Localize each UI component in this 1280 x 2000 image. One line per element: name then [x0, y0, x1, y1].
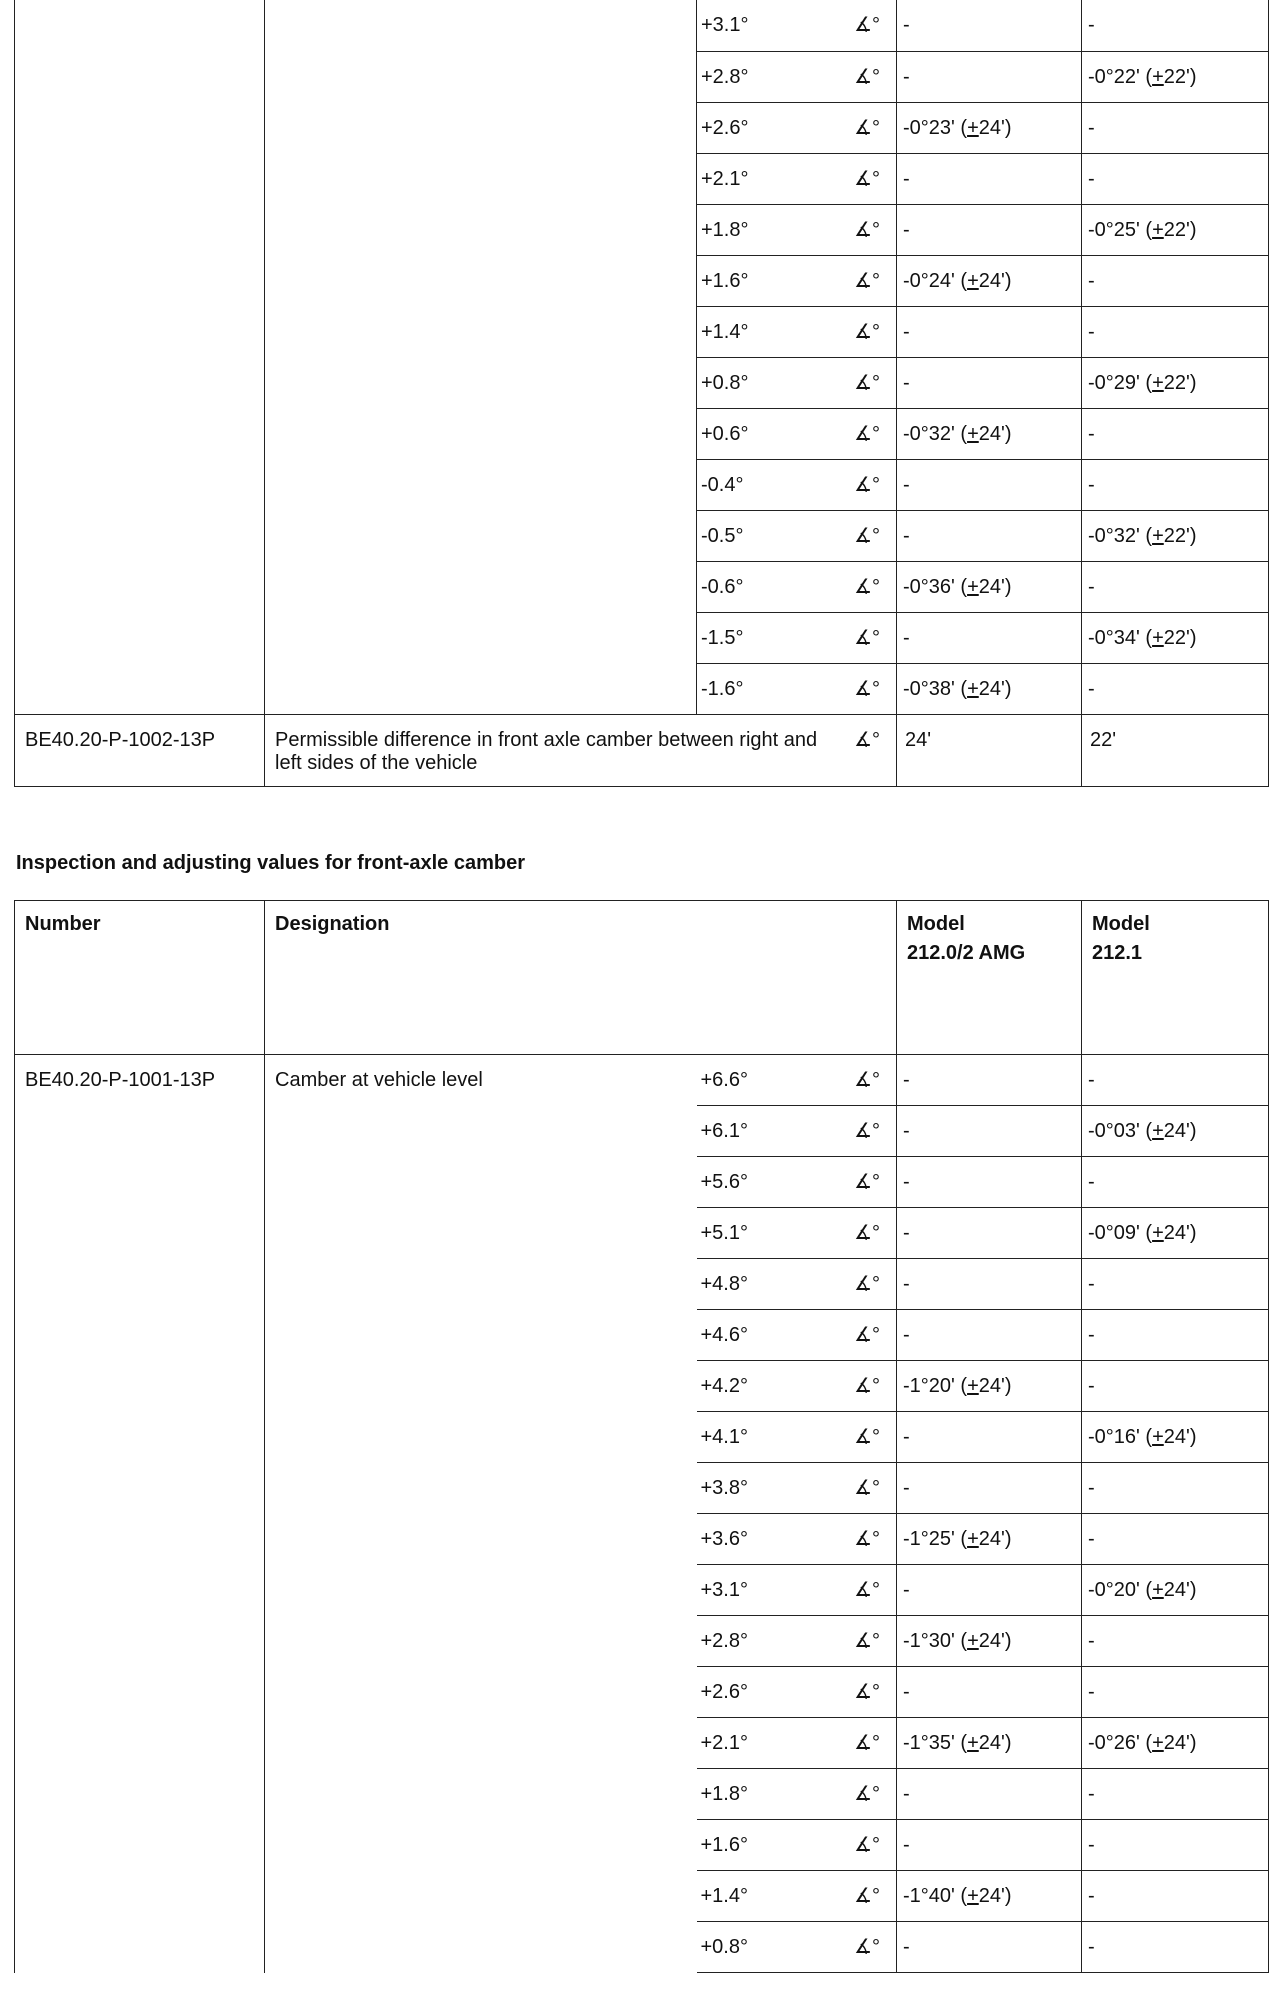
model-2-value: - — [1082, 663, 1269, 714]
angle-icon: ∡° — [842, 255, 897, 306]
model-2-value: -0°34' (+22') — [1082, 612, 1269, 663]
camber-value: +2.8° — [697, 51, 842, 102]
camber-value: +1.8° — [697, 1769, 842, 1820]
model-2-value: - — [1082, 153, 1269, 204]
camber-value: +4.6° — [697, 1310, 842, 1361]
table-row — [15, 0, 1269, 51]
model-2-value: -0°32' (+22') — [1082, 510, 1269, 561]
header-number: Number — [15, 901, 265, 1055]
model-2-value: - — [1082, 1616, 1269, 1667]
angle-icon: ∡° — [842, 153, 897, 204]
angle-icon: ∡° — [842, 408, 897, 459]
angle-icon: ∡° — [842, 612, 897, 663]
camber-value: +0.8° — [697, 1922, 842, 1973]
angle-icon: ∡° — [842, 510, 897, 561]
model-2-value: - — [1082, 1769, 1269, 1820]
camber-value: +2.6° — [697, 1667, 842, 1718]
model-1-value: - — [897, 1769, 1082, 1820]
model-1-value: -1°35' (+24') — [897, 1718, 1082, 1769]
model-1-value: - — [897, 1055, 1082, 1106]
header-model-2 — [1082, 901, 1269, 1055]
model-1-value: - — [897, 1157, 1082, 1208]
camber-value: +1.4° — [697, 306, 842, 357]
designation-cell: Camber at vehicle level — [275, 1069, 483, 1091]
model-1-value: -1°40' (+24') — [897, 1871, 1082, 1922]
model-2-value: - — [1082, 1667, 1269, 1718]
camber-value: +0.6° — [697, 408, 842, 459]
model-2-value: - — [1082, 1463, 1269, 1514]
model-2-value: -0°26' (+24') — [1082, 1718, 1269, 1769]
designation-cell-continued — [265, 0, 697, 714]
camber-value: +1.8° — [697, 204, 842, 255]
angle-icon: ∡° — [842, 561, 897, 612]
model-1-value: -1°25' (+24') — [897, 1514, 1082, 1565]
camber-value: +4.2° — [697, 1361, 842, 1412]
header-model-1-line1: Model — [907, 913, 965, 935]
angle-icon: ∡° — [842, 1514, 897, 1565]
model-1-value: - — [897, 1259, 1082, 1310]
angle-icon: ∡° — [842, 1157, 897, 1208]
angle-icon: ∡° — [842, 1208, 897, 1259]
model-1-value: -0°24' (+24') — [897, 255, 1082, 306]
model-1-value: - — [897, 1820, 1082, 1871]
angle-icon: ∡° — [842, 1667, 897, 1718]
model-2-value: -0°03' (+24') — [1082, 1106, 1269, 1157]
angle-icon: ∡° — [842, 714, 897, 786]
model-2-value: - — [1082, 255, 1269, 306]
model-2-value: - — [1082, 459, 1269, 510]
camber-value: +6.6° — [697, 1055, 842, 1106]
angle-icon: ∡° — [842, 1871, 897, 1922]
model-1-value: -0°38' (+24') — [897, 663, 1082, 714]
header-model-2-line2: 212.1 — [1092, 942, 1143, 964]
model-1-value: -0°36' (+24') — [897, 561, 1082, 612]
header-designation: Designation — [265, 901, 897, 1055]
camber-value: +2.6° — [697, 102, 842, 153]
top-table-body — [15, 0, 1269, 786]
camber-value: -1.5° — [697, 612, 842, 663]
angle-icon: ∡° — [842, 1463, 897, 1514]
model-1-value: - — [897, 1565, 1082, 1616]
model-1-value: - — [897, 153, 1082, 204]
model-1-value: -1°20' (+24') — [897, 1361, 1082, 1412]
model-2-value: -0°20' (+24') — [1082, 1565, 1269, 1616]
model-2-value: 22' — [1082, 714, 1269, 786]
angle-icon: ∡° — [842, 459, 897, 510]
camber-value: +6.1° — [697, 1106, 842, 1157]
angle-icon: ∡° — [842, 1922, 897, 1973]
model-2-value: -0°25' (+22') — [1082, 204, 1269, 255]
angle-icon: ∡° — [842, 1259, 897, 1310]
model-2-value: - — [1082, 1871, 1269, 1922]
model-1-value: - — [897, 204, 1082, 255]
model-2-value: - — [1082, 306, 1269, 357]
angle-icon: ∡° — [842, 1820, 897, 1871]
number-cell-continued — [15, 0, 265, 714]
model-2-value: - — [1082, 102, 1269, 153]
camber-value: +3.8° — [697, 1463, 842, 1514]
bottom-table-body — [15, 901, 1269, 1973]
camber-value: +5.6° — [697, 1157, 842, 1208]
model-1-value: 24' — [897, 714, 1082, 786]
table-header-row — [15, 901, 1269, 1055]
designation-cell: Permissible difference in front axle camber between right and left sides of the vehicle — [265, 714, 842, 786]
model-1-value: - — [897, 510, 1082, 561]
angle-icon: ∡° — [842, 102, 897, 153]
angle-icon: ∡° — [842, 1769, 897, 1820]
camber-value: +2.8° — [697, 1616, 842, 1667]
model-1-value: - — [897, 0, 1082, 51]
model-1-value: - — [897, 1106, 1082, 1157]
model-1-value: -1°30' (+24') — [897, 1616, 1082, 1667]
section-title: Inspection and adjusting values for front-axle camber — [16, 852, 525, 874]
angle-icon: ∡° — [842, 357, 897, 408]
angle-icon: ∡° — [842, 204, 897, 255]
angle-icon: ∡° — [842, 1565, 897, 1616]
model-2-value: - — [1082, 1259, 1269, 1310]
camber-value: +3.1° — [697, 0, 842, 51]
model-1-value: - — [897, 612, 1082, 663]
model-1-value: - — [897, 1667, 1082, 1718]
model-2-value: - — [1082, 1514, 1269, 1565]
camber-value: +3.1° — [697, 1565, 842, 1616]
model-1-value: -0°23' (+24') — [897, 102, 1082, 153]
model-2-value: -0°16' (+24') — [1082, 1412, 1269, 1463]
header-model-2-line1: Model — [1092, 913, 1150, 935]
model-2-value: - — [1082, 561, 1269, 612]
angle-icon: ∡° — [842, 1055, 897, 1106]
model-1-value: - — [897, 306, 1082, 357]
camber-value: +4.1° — [697, 1412, 842, 1463]
model-2-value: - — [1082, 0, 1269, 51]
angle-icon: ∡° — [842, 1106, 897, 1157]
model-2-value: - — [1082, 1922, 1269, 1973]
camber-value: +0.8° — [697, 357, 842, 408]
camber-value: +1.6° — [697, 1820, 842, 1871]
angle-icon: ∡° — [842, 1616, 897, 1667]
camber-value: +2.1° — [697, 153, 842, 204]
angle-icon: ∡° — [842, 1412, 897, 1463]
model-1-value: - — [897, 459, 1082, 510]
angle-icon: ∡° — [842, 51, 897, 102]
model-2-value: - — [1082, 1157, 1269, 1208]
number-cell: BE40.20-P-1001-13P — [15, 1055, 265, 1973]
camber-value: -0.6° — [697, 561, 842, 612]
model-1-value: -0°32' (+24') — [897, 408, 1082, 459]
model-1-value: - — [897, 1922, 1082, 1973]
camber-table-continued — [14, 0, 1269, 787]
angle-icon: ∡° — [842, 663, 897, 714]
model-1-value: - — [897, 1208, 1082, 1259]
camber-value: -0.5° — [697, 510, 842, 561]
number-cell: BE40.20-P-1002-13P — [15, 714, 265, 786]
model-1-value: - — [897, 1463, 1082, 1514]
camber-value: +1.6° — [697, 255, 842, 306]
angle-icon: ∡° — [842, 0, 897, 51]
header-model-1 — [897, 901, 1082, 1055]
model-2-value: -0°29' (+22') — [1082, 357, 1269, 408]
camber-value: -0.4° — [697, 459, 842, 510]
table-row-difference — [15, 714, 1269, 786]
camber-value: +1.4° — [697, 1871, 842, 1922]
angle-icon: ∡° — [842, 1718, 897, 1769]
model-2-value: - — [1082, 1820, 1269, 1871]
angle-icon: ∡° — [842, 306, 897, 357]
model-2-value: - — [1082, 1361, 1269, 1412]
model-2-value: - — [1082, 1310, 1269, 1361]
model-2-value: -0°09' (+24') — [1082, 1208, 1269, 1259]
model-2-value: -0°22' (+22') — [1082, 51, 1269, 102]
camber-value: -1.6° — [697, 663, 842, 714]
camber-value: +4.8° — [697, 1259, 842, 1310]
table-row — [15, 1055, 1269, 1106]
model-2-value: - — [1082, 408, 1269, 459]
camber-table — [14, 900, 1269, 1973]
angle-icon: ∡° — [842, 1361, 897, 1412]
model-1-value: - — [897, 1412, 1082, 1463]
model-1-value: - — [897, 51, 1082, 102]
model-2-value: - — [1082, 1055, 1269, 1106]
camber-value: +3.6° — [697, 1514, 842, 1565]
angle-icon: ∡° — [842, 1310, 897, 1361]
model-1-value: - — [897, 1310, 1082, 1361]
header-model-1-line2: 212.0/2 AMG — [907, 942, 1026, 964]
camber-value: +2.1° — [697, 1718, 842, 1769]
camber-value: +5.1° — [697, 1208, 842, 1259]
model-1-value: - — [897, 357, 1082, 408]
